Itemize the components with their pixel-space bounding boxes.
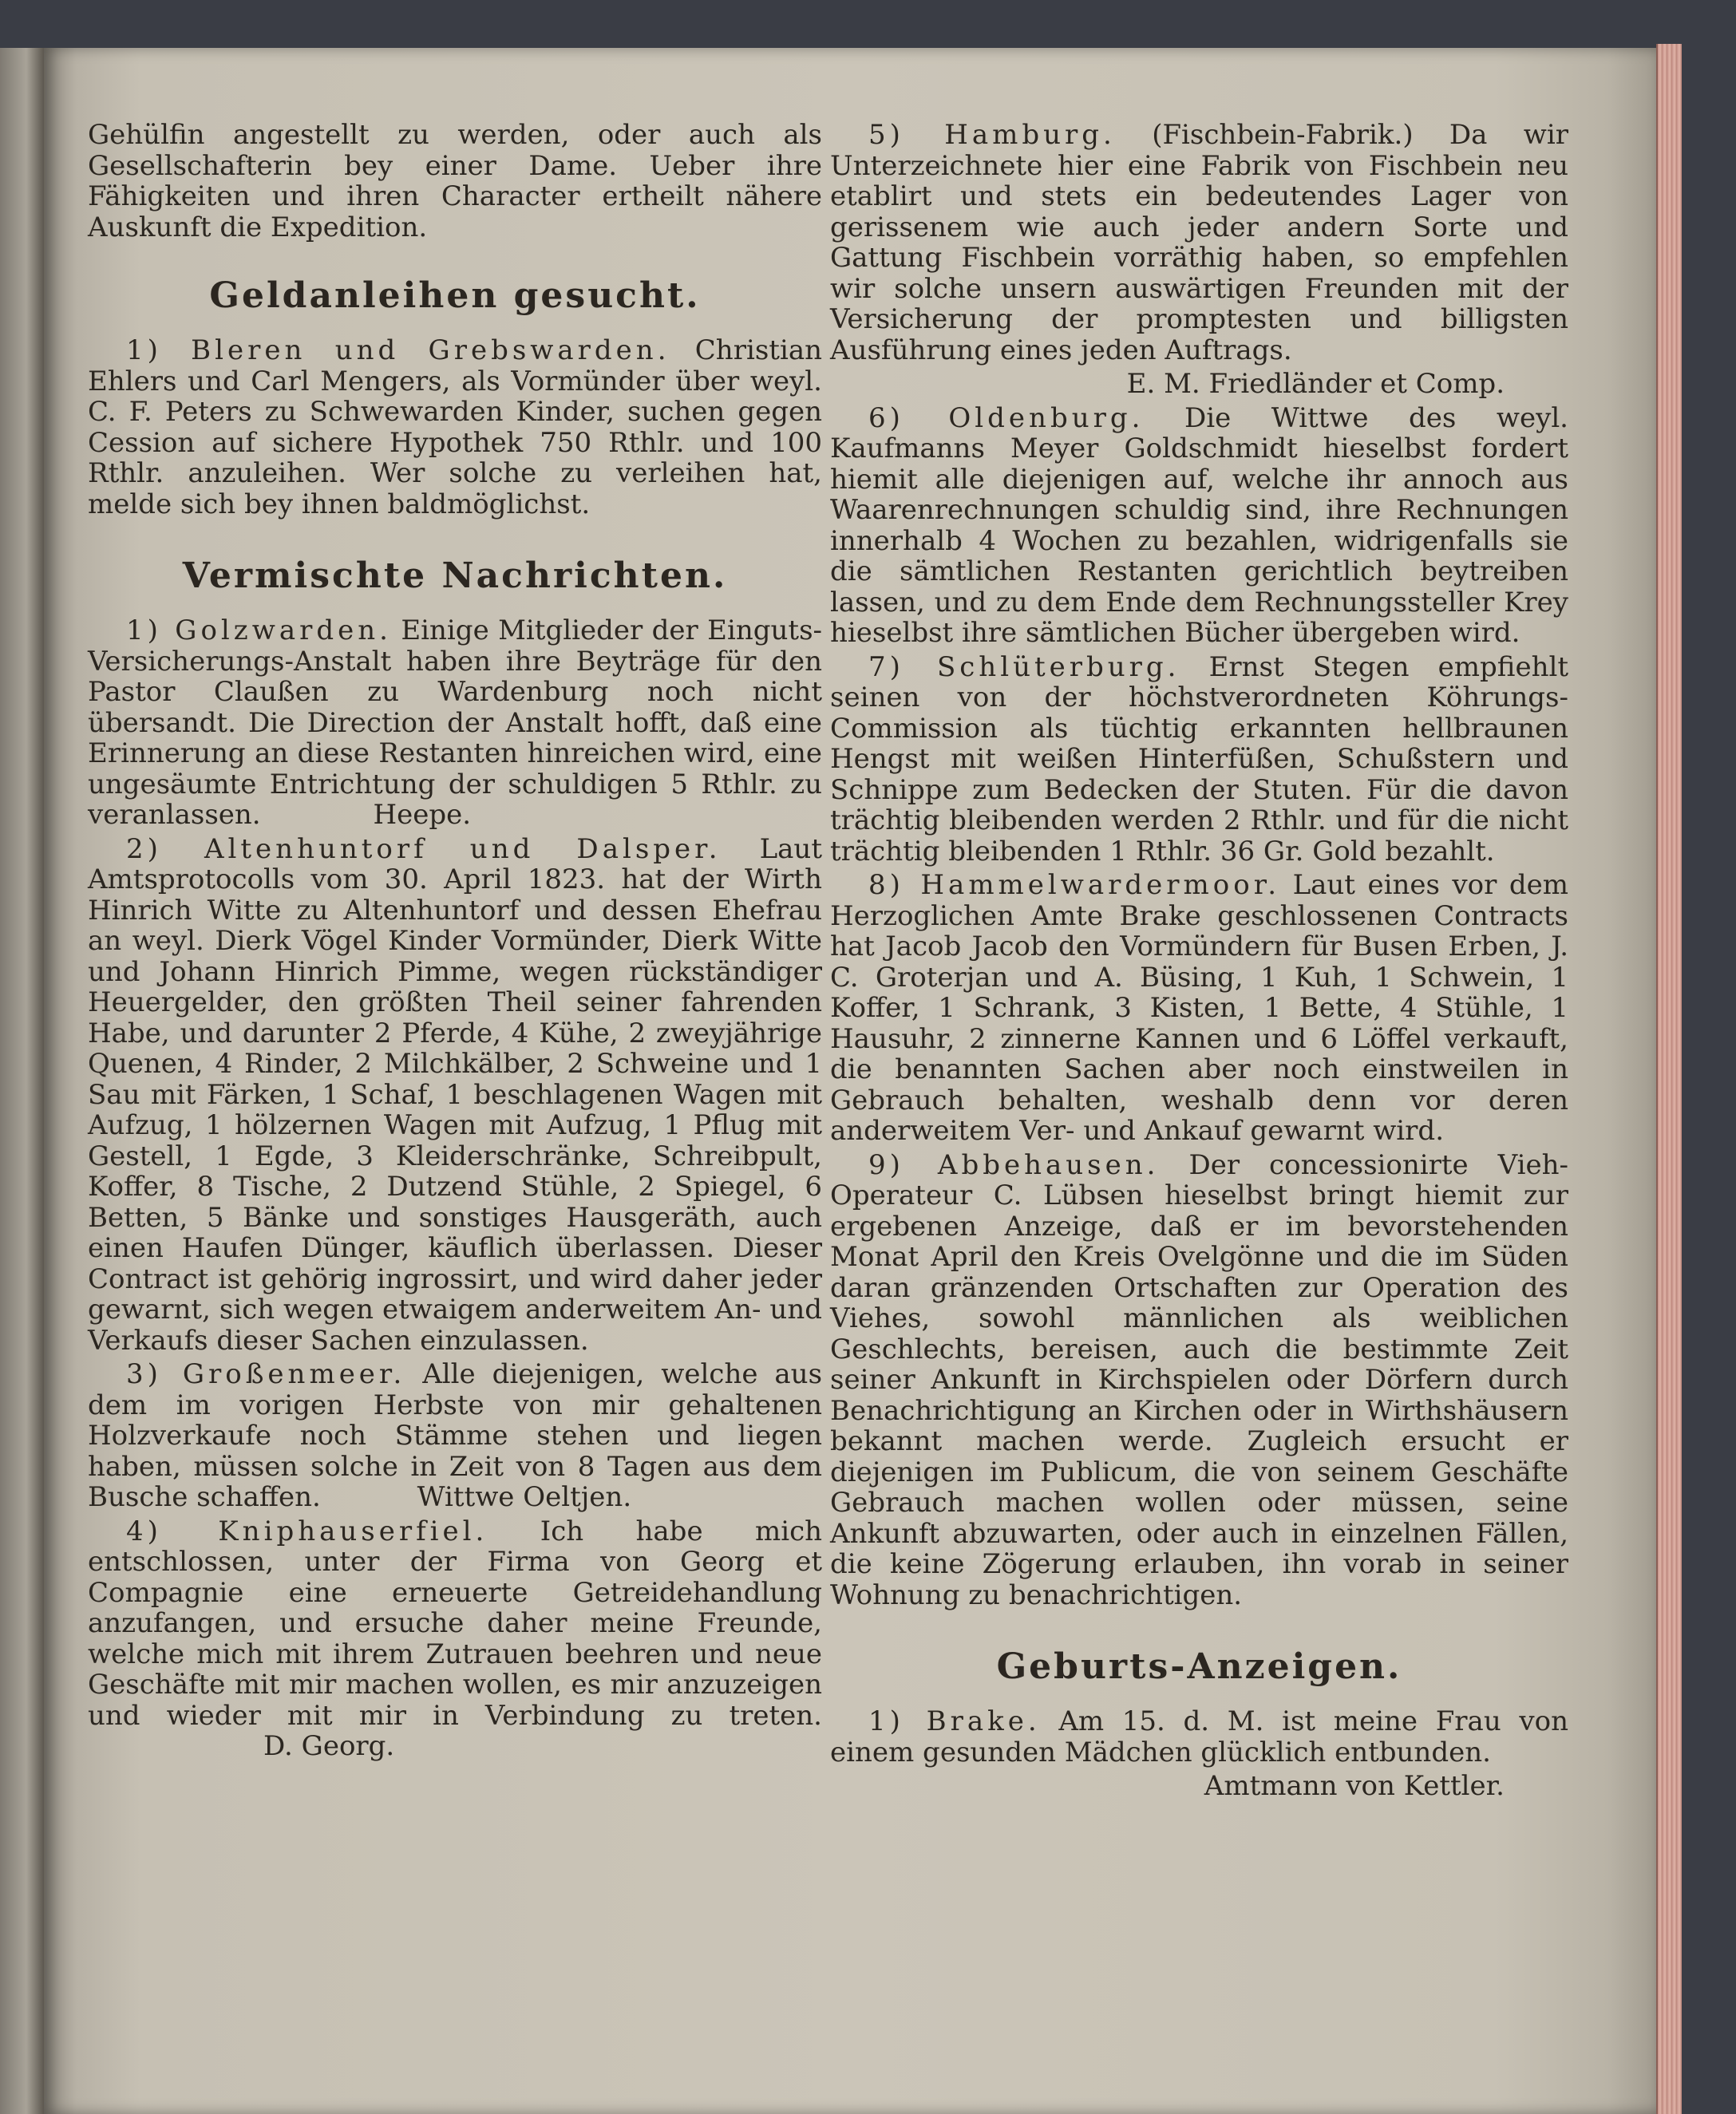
facing-page-edge bbox=[0, 48, 44, 2114]
notice-place: 1) Golzwarden. bbox=[126, 614, 392, 646]
heading-geburts: Geburts-Anzeigen. bbox=[996, 1646, 1402, 1687]
notice-geld-1 bbox=[88, 335, 822, 520]
notice-text: Der concessionirte Vieh-Operateur C. Lübsen hieselbst bringt hiemit zur ergebenen Anzeige, daß er im bevorstehenden Monat April den Kreis Ovelgönne und die im Süden daran gränzenden Ortschaften zur Operation des Viehes, sowohl männlichen als weiblichen Geschlechts, bereisen, auch die bestimmte Zeit seiner Ankunft in Kirchspielen oder Dörfern durch Benachrichtigung an Kirchen oder in Wirthshäusern bekannt machen werde. Zugleich ersucht er diejenigen im Publicum, die von seinem Geschäfte Gebrauch machen wollen oder müssen, seine Ankunft abzuwarten, oder auch in einzelnen Fällen, die keine Zögerung erlauben, ihn vorab in seiner Wohnung zu benachrichtigen. bbox=[830, 1148, 1569, 1611]
notice-signature: E. M. Friedländer et Comp. bbox=[1126, 368, 1505, 400]
notice-text: (Fischbein-Fabrik.) Da wir Unterzeichnete hier eine Fabrik von Fischbein neu etablirt und stets ein bedeutendes Lager von gerissenem wie auch jeder andern Sorte und Gattung Fischbein vorräthig haben, so empfehlen wir solche unsern auswärtigen Freunden mit der Versicherung der promptesten und billigsten Ausführung eines jeden Auftrags. bbox=[830, 119, 1568, 366]
notice-place: 4) Kniphauserfiel. bbox=[126, 1515, 488, 1547]
notice-signature: Amtmann von Kettler. bbox=[1204, 1770, 1505, 1802]
notice-verm-7 bbox=[830, 652, 1568, 867]
notice-text: Alle diejenigen, welche aus dem im vorigen Herbste von mir gehaltenen Holzverkaufe noch Stämme stehen und liegen haben, müssen solche in Zeit von 8 Tagen aus dem Busche schaffen. bbox=[88, 1358, 823, 1513]
notice-place: 1) Bleren und Grebswarden. bbox=[126, 334, 670, 366]
notice-text: Christian Ehlers und Carl Mengers, als Vormünder über weyl. C. F. Peters zu Schwewarden Kinder, suchen gegen Cession auf sichere Hypothek 750 Rthlr. und 100 Rthlr. anzuleihen. Wer solche zu verleihen hat, melde sich bey ihnen baldmöglichst. bbox=[88, 334, 822, 520]
notice-signature: D. Georg. bbox=[263, 1730, 395, 1762]
notice-signature: Wittwe Oeltjen. bbox=[417, 1481, 632, 1513]
right-column bbox=[830, 120, 1568, 1805]
notice-verm-9 bbox=[830, 1150, 1568, 1611]
notice-verm-4 bbox=[88, 1516, 822, 1762]
intro-paragraph: Gehülfin angestellt zu werden, oder auch als Gesellschafterin bey einer Dame. Ueber ihre Fähigkeiten und ihren Character ertheilt nähere Auskunft die Expedition. bbox=[88, 119, 822, 243]
notice-verm-1 bbox=[88, 615, 822, 831]
heading-vermischte: Vermischte Nachrichten. bbox=[182, 555, 728, 596]
page-stack-edge bbox=[1656, 44, 1682, 2114]
notice-text: Laut eines vor dem Herzoglichen Amte Brake geschlossenen Contracts hat Jacob Jacob den Vormündern für Busen Erben, J. C. Groterjan und A. Büsing, 1 Kuh, 1 Schwein, 1 Koffer, 1 Schrank, 3 Kisten, 1 Bette, 4 Stühle, 1 Hausuhr, 2 zinnerne Kannen und 6 Löffel verkauft, die benannten Sachen aber noch einstweilen in Gebrauch behalten, weshalb denn vor deren anderweitem Ver- und Ankauf gewarnt wird. bbox=[830, 869, 1568, 1147]
notice-place: 7) Schlüterburg. bbox=[868, 650, 1180, 683]
notice-verm-2 bbox=[88, 834, 822, 1357]
notice-verm-6 bbox=[830, 403, 1568, 649]
notice-place: 9) Abbehausen. bbox=[868, 1148, 1160, 1181]
notice-signature: Heepe. bbox=[373, 799, 472, 831]
heading-geldanleihen: Geldanleihen gesucht. bbox=[209, 275, 701, 316]
notice-place: 8) Hammelwardermoor. bbox=[868, 869, 1281, 901]
notice-verm-5 bbox=[830, 120, 1568, 366]
notice-text: Einige Mitglieder der Einguts-Versicherungs-Anstalt haben ihre Beyträge für den Pastor Claußen zu Wardenburg noch nicht übersandt. Die Direction der Anstalt hofft, daß eine Erinnerung an diese Restanten hinreichen wird, eine ungesäumte Entrichtung der schuldigen 5 Rthlr. zu veranlassen. bbox=[88, 614, 823, 831]
notice-text: Ernst Stegen empfiehlt seinen von der höchstverordneten Köhrungs-Commission als tüchtig erkannten hellbraunen Hengst mit weißen Hinterfüßen, Schußstern und Schnippe zum Bedecken der Stuten. Für die davon trächtig bleibenden werden 2 Rthlr. und für die nicht trächtig bleibenden 1 Rthlr. 36 Gr. Gold bezahlt. bbox=[830, 650, 1569, 867]
notice-geb-1 bbox=[830, 1706, 1568, 1768]
notice-place: 3) Großenmeer. bbox=[126, 1358, 406, 1390]
notice-verm-8 bbox=[830, 870, 1568, 1147]
left-column bbox=[88, 120, 822, 1765]
notice-verm-3 bbox=[88, 1359, 822, 1513]
notice-place: 6) Oldenburg. bbox=[868, 401, 1145, 434]
notice-text: Laut Amtsprotocolls vom 30. April 1823. hat der Wirth Hinrich Witte zu Altenhuntorf und dessen Ehefrau an weyl. Dierk Vögel Kinder Vormünder, Dierk Witte und Johann Hinrich Pimme, wegen rückständiger Heuergelder, den größten Theil seiner fahrenden Habe, und darunter 2 Pferde, 4 Kühe, 2 zweyjährige Quenen, 4 Rinder, 2 Milchkälber, 2 Schweine und 1 Sau mit Färken, 1 Schaf, 1 beschlagenen Wagen mit Aufzug, 1 hölzernen Wagen mit Aufzug, 1 Pflug mit Gestell, 1 Egde, 3 Kleiderschränke, Schreibpult, Koffer, 8 Tische, 2 Dutzend Stühle, 2 Spiegel, 6 Betten, 5 Bänke und sonstiges Hausgeräth, auch einen Haufen Dünger, käuflich überlassen. Dieser Contract ist gehörig ingrossirt, und wird daher jeder gewarnt, sich wegen etwaigem anderweitem An- und Verkaufs dieser Sachen einzulassen. bbox=[88, 832, 822, 1357]
notice-text: Die Wittwe des weyl. Kaufmanns Meyer Goldschmidt hieselbst fordert hiemit alle diejenigen auf, welche ihr annoch aus Waarenrechnungen schuldig sind, ihre Rechnungen innerhalb 4 Wochen zu bezahlen, widrigenfalls sie die sämtlichen Restanten gerichtlich beytreiben lassen, und zu dem Ende dem Rechnungssteller Krey hieselbst ihre sämtlichen Bücher übergeben wird. bbox=[830, 401, 1568, 649]
notice-text: Ich habe mich entschlossen, unter der Firma von Georg et Compagnie eine erneuerte Getreidehandlung anzufangen, und ersuche daher meine Freunde, welche mich mit ihrem Zutrauen beehren und neue Geschäfte mit mir machen wollen, es mir anzuzeigen und wieder mit mir in Verbindung zu treten. bbox=[88, 1515, 823, 1732]
notice-place: 2) Altenhuntorf und Dalsper. bbox=[126, 832, 722, 865]
notice-text: Am 15. d. M. ist meine Frau von einem gesunden Mädchen glücklich entbunden. bbox=[830, 1705, 1568, 1768]
notice-place: 1) Brake. bbox=[868, 1705, 1041, 1737]
notice-place: 5) Hamburg. bbox=[868, 119, 1116, 151]
